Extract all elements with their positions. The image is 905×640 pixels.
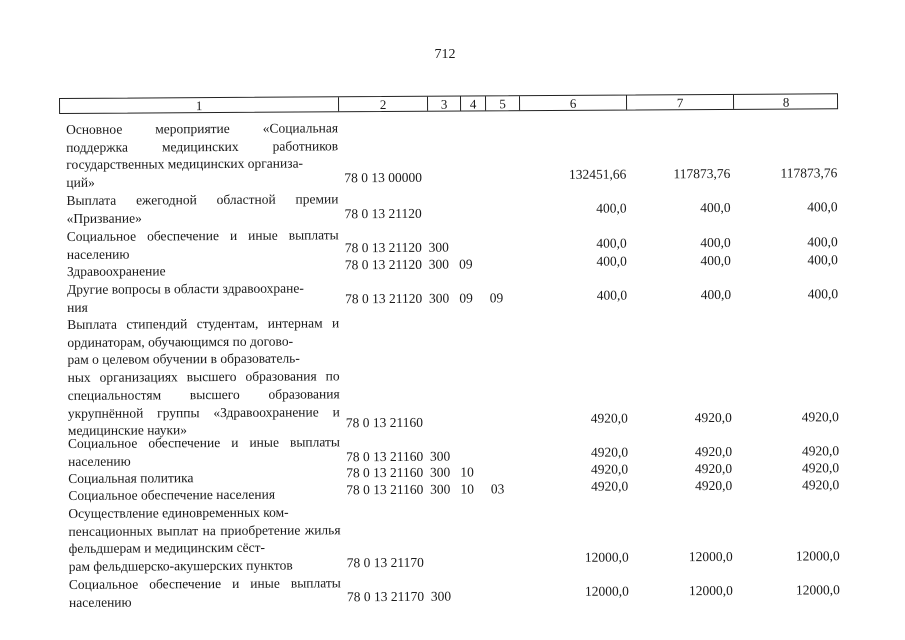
row-value-col7: 400,0 — [700, 286, 732, 303]
row-value-col8: 4920,0 — [801, 460, 840, 476]
row-value-col6: 132451,66 — [568, 166, 627, 182]
row-value-col8: 400,0 — [807, 286, 839, 302]
column-header-6: 6 — [569, 95, 577, 111]
row-value-col8: 12000,0 — [795, 548, 840, 564]
row-description: Осуществление единовременных ком- пенсационных выплат на приобретение жилья фельдшерам и медицинским сёст- рам фельдшерско-акушерских пунктов — [68, 504, 341, 575]
row-value-col6: 4920,0 — [591, 478, 629, 494]
row-value-col7: 4920,0 — [694, 460, 733, 477]
row-value-col7: 400,0 — [700, 199, 731, 216]
row-value-col8: 4920,0 — [802, 477, 840, 493]
row-classification-code: 78 0 13 00000 — [344, 169, 423, 186]
row-description: Выплата ежегодной областной премии «Призвание» — [66, 191, 339, 226]
row-value-col8: 4920,0 — [801, 443, 840, 459]
row-description: Другие вопросы в области здравоохране- ния — [66, 280, 304, 315]
column-header-8: 8 — [782, 94, 790, 110]
row-value-col7: 4920,0 — [694, 443, 733, 460]
row-description: Выплата стипендий студентам, интернам и ординаторам, обучающимся по догово- рам о целевом обучении в образователь- ных организациях высшего образования по специальностям высшего образования укрупнённой группы «Здравоохранение и медицинские науки» — [67, 315, 340, 439]
column-header-3: 3 — [440, 96, 448, 112]
row-classification-code: 78 0 13 21160 — [345, 414, 424, 431]
row-value-col6: 4920,0 — [590, 410, 628, 426]
row-value-col7: 400,0 — [700, 234, 731, 251]
column-header-1: 1 — [195, 98, 203, 114]
row-description: Основное мероприятие «Социальная поддержка медицинских работников государственных медицинских организа- ций» — [66, 120, 339, 191]
row-value-col8: 400,0 — [807, 234, 838, 250]
row-classification-code: 78 0 13 21170 300 — [346, 588, 452, 605]
column-header-7: 7 — [676, 95, 684, 111]
row-value-col6: 400,0 — [596, 253, 627, 269]
column-header-5: 5 — [499, 96, 506, 112]
column-header-2: 2 — [379, 97, 387, 113]
row-value-col8: 400,0 — [807, 199, 838, 215]
row-classification-code: 78 0 13 21170 — [346, 554, 424, 571]
row-value-col8: 400,0 — [807, 252, 838, 268]
row-value-col6: 400,0 — [596, 200, 627, 216]
row-classification-code: 78 0 13 21120 — [344, 205, 422, 222]
row-value-col7: 12000,0 — [688, 548, 733, 565]
row-classification-code: 78 0 13 21120 300 09 — [344, 256, 473, 273]
row-classification-code: 78 0 13 21160 300 10 — [346, 464, 474, 481]
row-value-col7: 4920,0 — [695, 477, 733, 494]
row-value-col7: 4920,0 — [694, 409, 732, 426]
row-value-col8: 117873,76 — [780, 165, 838, 181]
row-description: Социальная политика — [68, 470, 194, 486]
page-number: 712 — [434, 47, 456, 62]
row-value-col6: 12000,0 — [584, 583, 629, 599]
row-value-col7: 400,0 — [700, 252, 731, 269]
row-classification-code: 78 0 13 21120 300 — [344, 239, 449, 256]
row-description: Социальное обеспечение населения — [68, 486, 276, 503]
row-value-col6: 4920,0 — [590, 461, 629, 477]
row-value-col7: 117873,76 — [673, 165, 731, 182]
row-classification-code: 78 0 13 21160 300 — [346, 448, 451, 465]
row-value-col7: 12000,0 — [688, 582, 733, 599]
row-value-col8: 4920,0 — [801, 409, 839, 425]
row-value-col6: 12000,0 — [584, 549, 629, 565]
row-value-col6: 400,0 — [596, 287, 628, 303]
row-classification-code: 78 0 13 21120 300 09 09 — [345, 290, 504, 307]
row-value-col6: 400,0 — [596, 235, 627, 251]
row-value-col8: 12000,0 — [795, 582, 840, 598]
row-value-col6: 4920,0 — [590, 444, 629, 460]
row-description: Социальное обеспечение и иные выплаты населению — [67, 434, 341, 469]
row-description: Здравоохранение — [66, 263, 166, 279]
row-classification-code: 78 0 13 21160 300 10 03 — [346, 481, 505, 498]
column-header-4: 4 — [469, 96, 477, 112]
row-description: Социальное обеспечение и иные выплаты населению — [68, 575, 341, 610]
row-description: Социальное обеспечение и иные выплаты населению — [66, 227, 339, 262]
